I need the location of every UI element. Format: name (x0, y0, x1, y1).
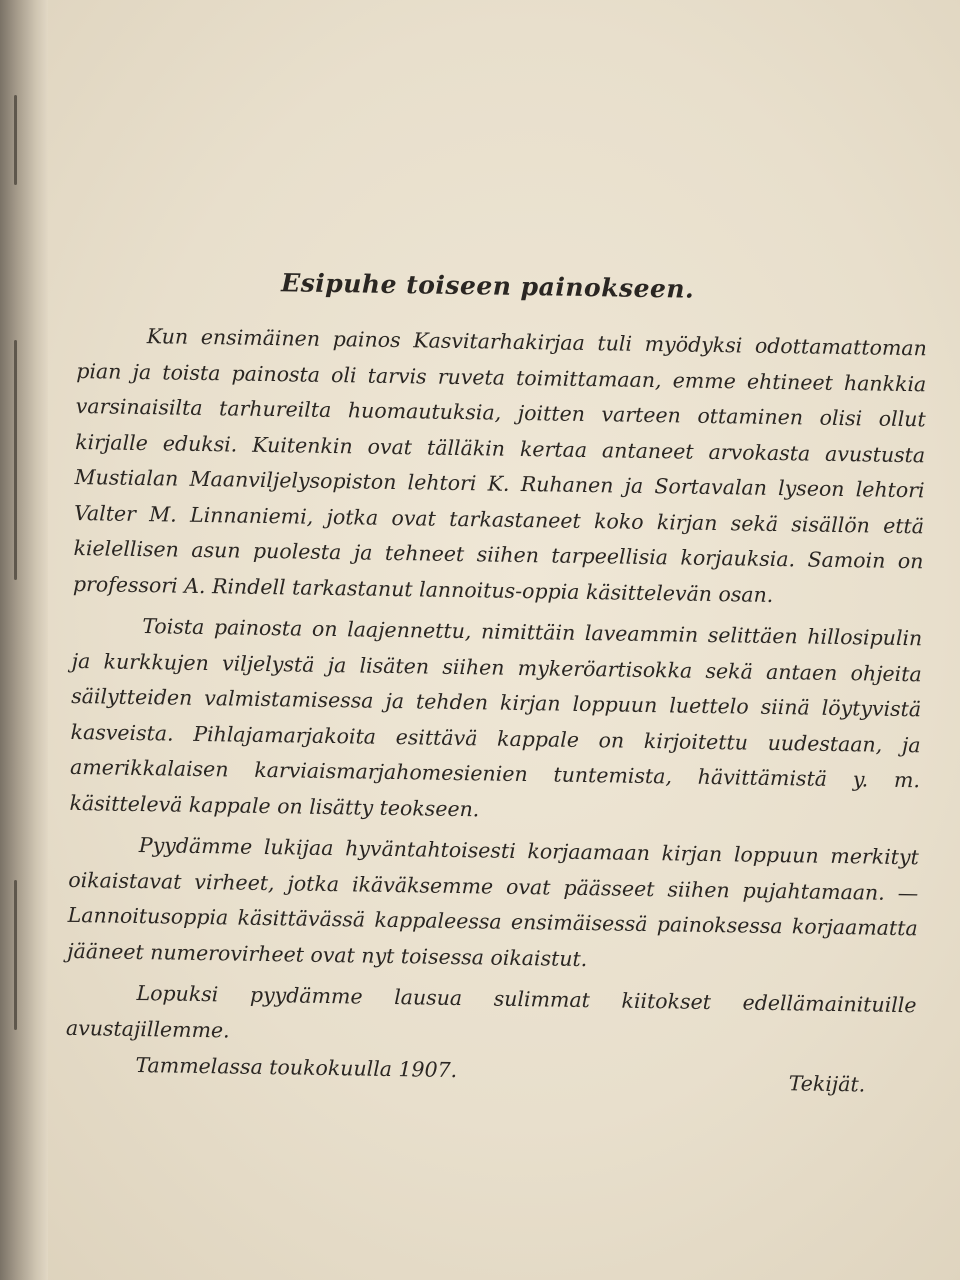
signature: Tekijät. (788, 1071, 866, 1097)
closing-line (65, 1052, 926, 1106)
paragraph-4: Lopuksi pyydämme lausua sulimmat kiitokset edellämainituille avustajillemme. (65, 981, 917, 1042)
book-binding (0, 0, 48, 1280)
preface-title: Esipuhe toiseen painokseen. (280, 268, 695, 304)
binding-thread (14, 340, 17, 580)
binding-thread (14, 880, 17, 1030)
paragraph-1: Kun ensimäinen painos Kasvitarhakirjaa tuli myödyksi odottamattoman pian ja toista painosta oli tarvis ruveta toimittamaan, emme ehtineet hankkia varsinaisilta tarhureilta huomautuksia, joitten varteen ottaminen olisi ollut kirjalle eduksi. Kuitenkin ovat tälläkin kertaa antaneet arvokasta avustusta Mustialan Maanviljelysopiston lehtori K. Ruhanen ja Sortavalan lyseon lehtori Valter M. Linnaniemi, jotka ovat tarkastaneet koko kirjan sekä sisällön että kielellisen asun puolesta ja tehneet siihen tarpeellisia korjauksia. Samoin on professori A. Rindell tarkastanut lannoitus-oppia käsittelevän osan. (72, 324, 927, 607)
place-date: Tammelassa toukokuulla 1907. (135, 1053, 458, 1083)
paragraph-2: Toista painosta on laajennettu, nimittäin laveammin selittäen hillosipulin ja kurkkujen viljelystä ja lisäten siihen mykeröartisokka sekä antaen ohjeita säilytteiden valmistamisessa ja tehden kirjan loppuun luettelo siinä löytyvistä kasveista. Pihlajamarjakoita esittävä kappale on kirjoitettu uudestaan, ja amerikkalaisen karviaismarjahomesienien tuntemista, hävittämistä y. m. käsittelevä kappale on lisätty teokseen. (69, 614, 923, 821)
preface-text-block (65, 265, 938, 1105)
paragraph-3: Pyydämme lukijaa hyväntahtoisesti korjaamaan kirjan loppuun merkityt oikaistavat virheet, jotka ikäväksemme ovat päässeet siihen pujahtamaan. — Lannoitusoppia käsittävässä kappaleessa ensimäisessä painoksessa korjaamatta jääneet numerovirheet ovat nyt toisessa oikaistut. (67, 833, 919, 971)
binding-thread (14, 95, 17, 185)
page (48, 0, 960, 1280)
